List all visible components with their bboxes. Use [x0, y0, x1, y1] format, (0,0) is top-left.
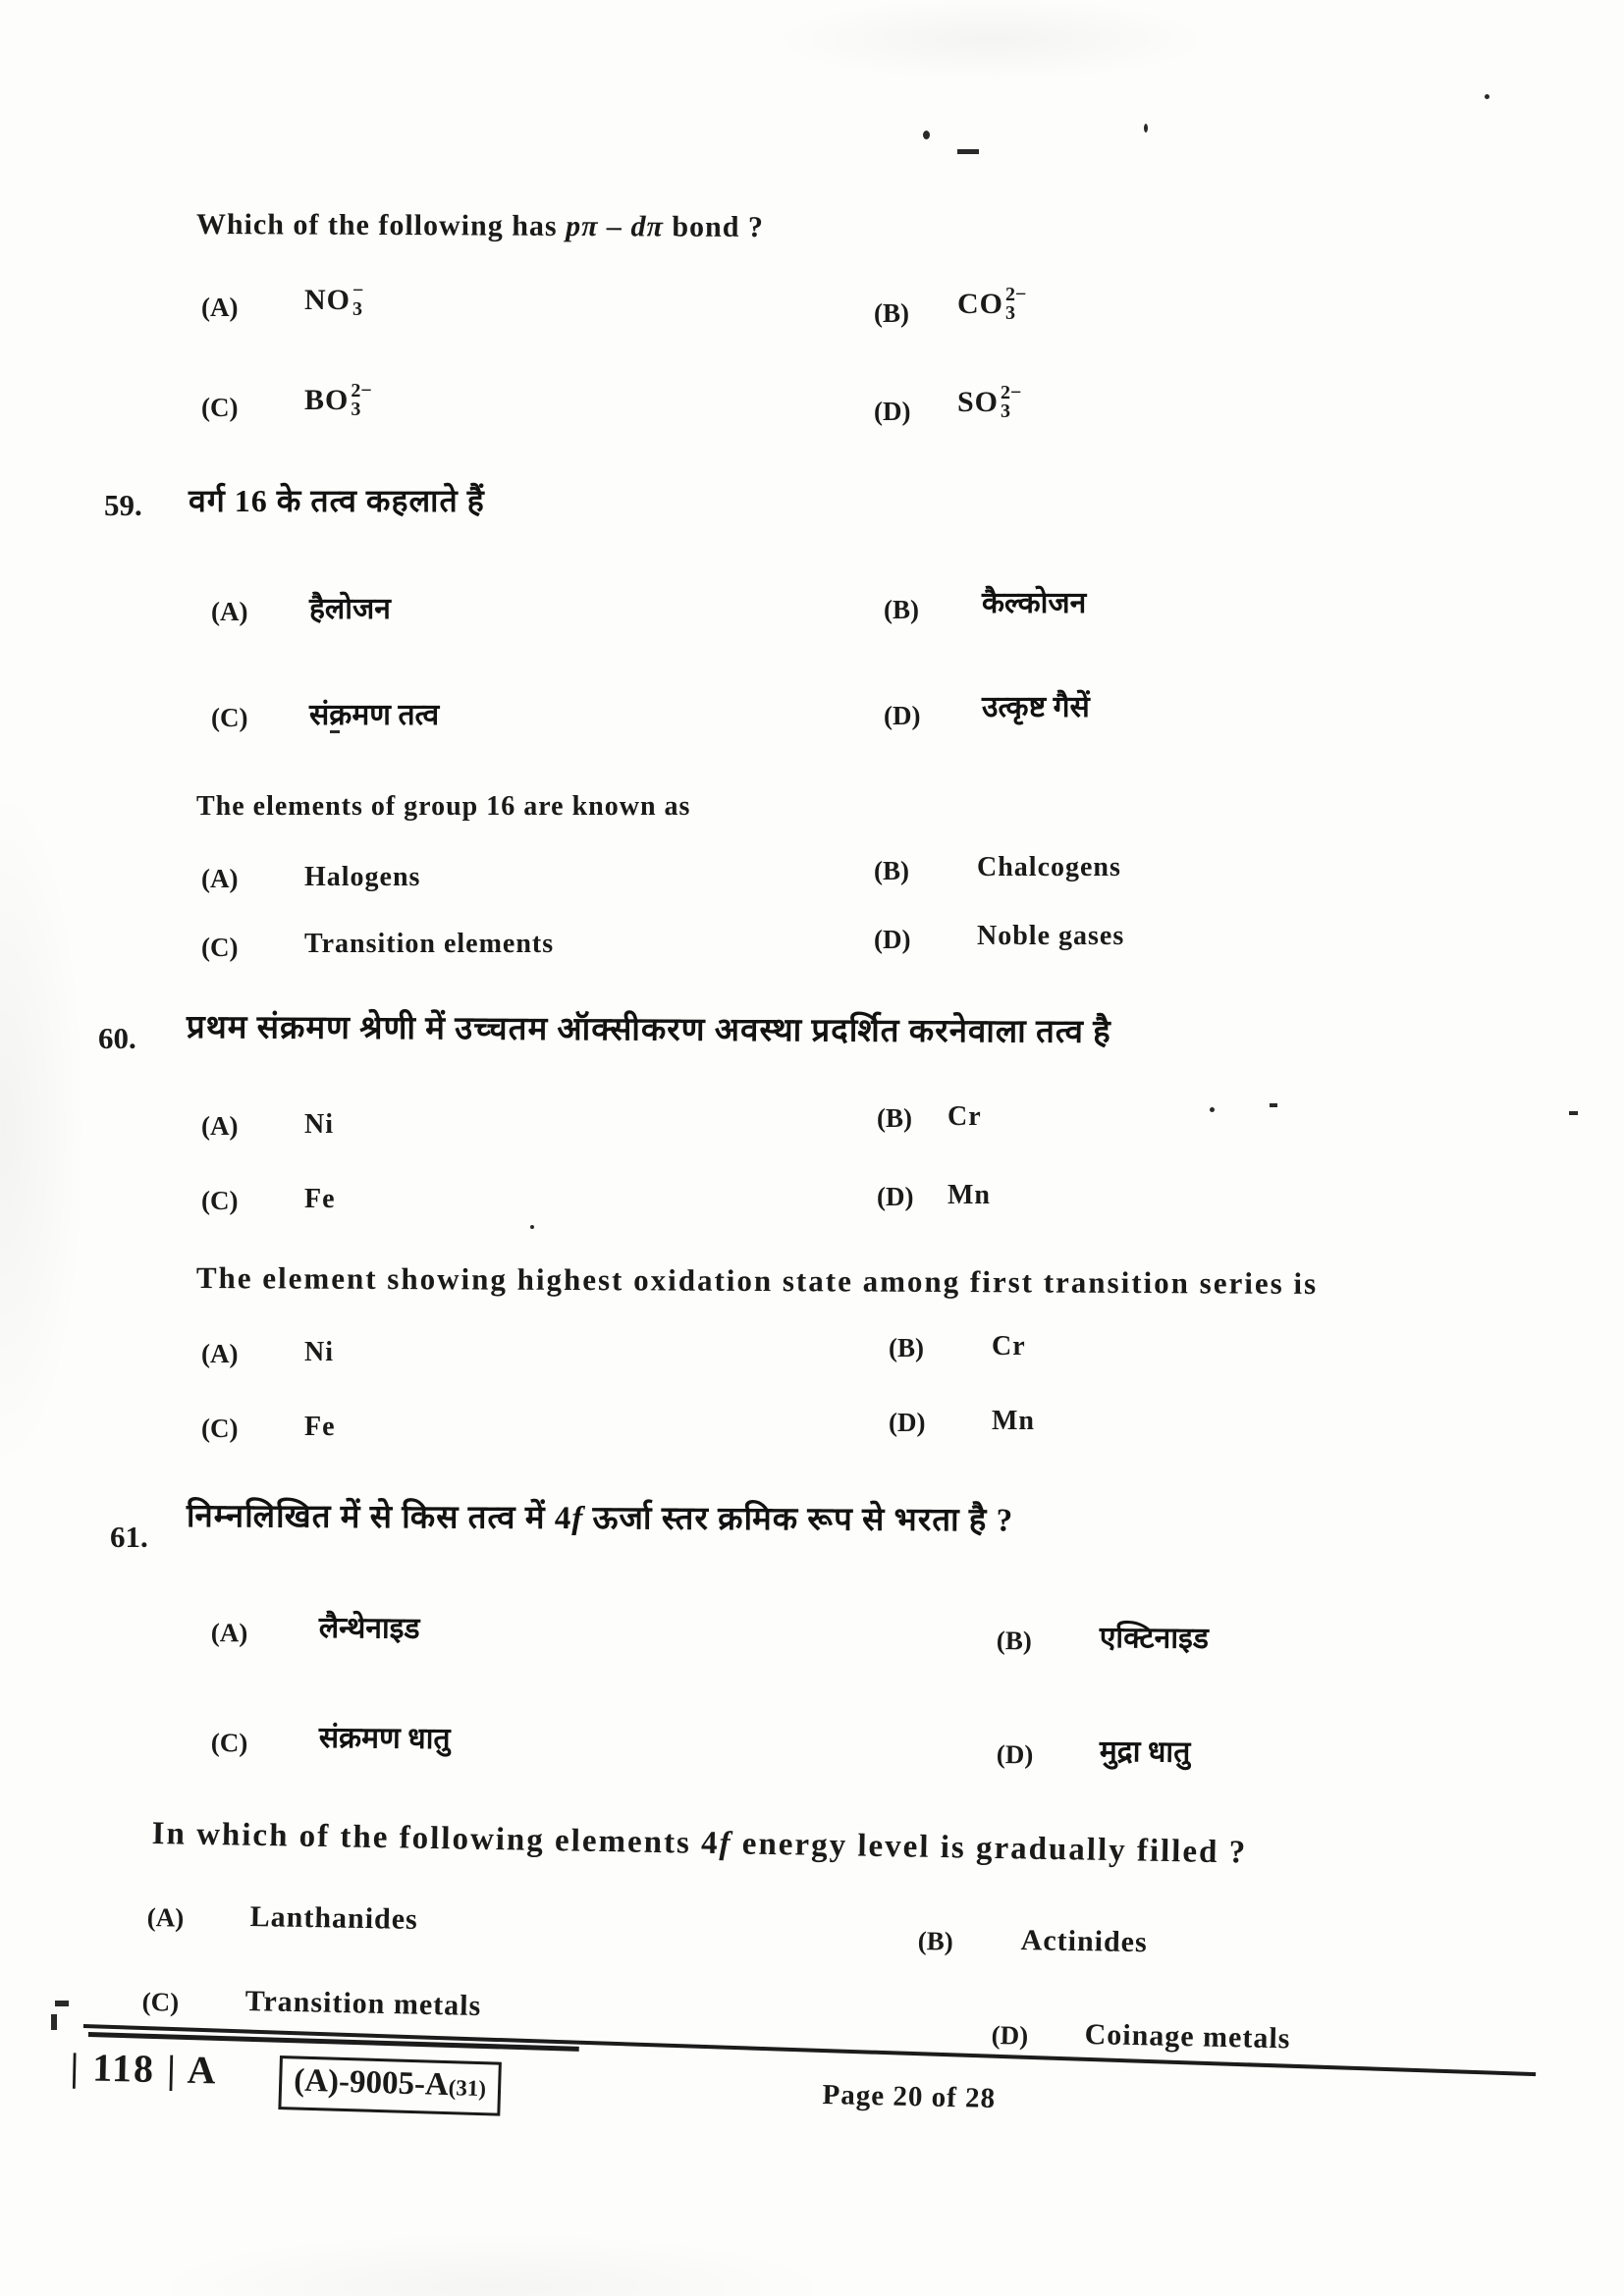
q58-option-d-formula	[957, 383, 1021, 421]
q60-option-d-hindi-label: (D)	[877, 1182, 914, 1211]
q61-number: 61.	[110, 1520, 148, 1554]
q60-option-a-hindi-label: (A)	[201, 1111, 239, 1141]
q60-option-c-english-text: Fe	[304, 1412, 336, 1442]
q61-option-d-hindi-label: (D)	[996, 1739, 1034, 1770]
q59-option-d-hindi-text: उत्कृष्ट गैसें	[982, 691, 1090, 723]
q61-question-english-prefix: In which of the following elements 4	[151, 1816, 720, 1862]
q60-option-c-hindi-text: Fe	[304, 1184, 336, 1214]
scan-speck	[923, 131, 930, 139]
q58-option-b-formula	[957, 285, 1026, 323]
q59-option-c-hindi-label: (C)	[211, 703, 248, 732]
q61-question-english	[151, 1816, 1247, 1871]
formula-base: NO	[304, 283, 351, 316]
q61-option-c-hindi-label: (C)	[210, 1728, 248, 1758]
q61-question-english-italic-f: f	[719, 1826, 732, 1862]
q59-question-hindi: वर्ग 16 के तत्व कहलाते हैं	[189, 483, 485, 518]
q58-question-suffix: bond ?	[672, 210, 765, 244]
q59-option-b-english-label: (B)	[874, 856, 909, 885]
q61-option-d-hindi-text: मुद्रा धातु	[1099, 1735, 1191, 1769]
q61-option-b-english-label: (B)	[917, 1926, 953, 1956]
q61-question-english-suffix: energy level is gradually filled ?	[731, 1826, 1248, 1871]
formula-subscript: 3	[352, 298, 362, 320]
q59-option-b-hindi-text: कैल्कोजन	[982, 587, 1087, 619]
q59-option-b-hindi-label: (B)	[884, 595, 919, 624]
formula-base: CO	[957, 287, 1003, 320]
scan-speck	[530, 1225, 534, 1229]
formula-superscript: −	[352, 280, 364, 301]
q60-option-a-english-label: (A)	[201, 1339, 239, 1368]
q59-option-d-english-label: (D)	[874, 925, 911, 954]
q61-option-a-hindi-label: (A)	[210, 1618, 248, 1648]
q61-option-a-english-label: (A)	[146, 1902, 185, 1933]
formula-superscript: 2−	[351, 380, 372, 401]
q60-option-c-english-label: (C)	[201, 1414, 239, 1443]
q58-option-a-label: (A)	[201, 293, 239, 322]
q60-option-d-english-label: (D)	[889, 1408, 926, 1437]
footer-paper-code-box	[278, 2056, 501, 2116]
formula-base: BO	[304, 383, 350, 416]
q60-option-b-hindi-label: (B)	[877, 1103, 912, 1133]
formula-base: SO	[957, 385, 1000, 418]
scan-mark	[55, 2001, 69, 2006]
q61-option-b-hindi-text: एक्टिनाइड	[1099, 1621, 1209, 1655]
footer-paper-code-small: (31)	[448, 2075, 487, 2102]
q61-question-hindi-italic-f: f	[571, 1501, 584, 1537]
q60-option-b-hindi-text: Cr	[947, 1101, 982, 1132]
scan-speck	[1485, 94, 1489, 99]
q59-option-b-english-text: Chalcogens	[977, 852, 1121, 882]
q60-option-b-english-label: (B)	[889, 1333, 924, 1362]
scan-speck	[1210, 1107, 1215, 1112]
q58-option-b-label: (B)	[874, 298, 909, 328]
footer-paper-code: (A)-9005-A	[293, 2062, 450, 2104]
footer-booklet-code: | 118 | A	[69, 2044, 219, 2093]
q59-question-english: The elements of group 16 are known as	[196, 791, 691, 822]
q58-question-formula: pπ – dπ	[566, 209, 664, 243]
q60-question-english: The element showing highest oxidation state among first transition series is	[195, 1260, 1319, 1301]
scan-mark	[1270, 1103, 1277, 1107]
scan-mark	[957, 149, 979, 154]
q58-question-prefix: Which of the following has	[195, 208, 558, 242]
q59-option-d-hindi-label: (D)	[884, 701, 921, 730]
q61-option-a-english-text: Lanthanides	[249, 1900, 419, 1936]
q61-option-c-english-text: Transition metals	[244, 1985, 482, 2023]
q59-option-c-english-label: (C)	[201, 933, 239, 962]
q59-option-a-hindi-label: (A)	[211, 597, 248, 626]
scan-mark	[1569, 1111, 1578, 1115]
formula-subscript: 3	[351, 399, 361, 420]
q61-option-c-hindi-text: संक्रमण धातु	[318, 1721, 451, 1756]
q61-option-a-hindi-text: लैन्थेनाइड	[318, 1611, 420, 1645]
q59-option-a-hindi-text: हैलोजन	[309, 593, 391, 625]
q60-number: 60.	[98, 1021, 136, 1055]
q60-option-a-english-text: Ni	[304, 1337, 334, 1367]
q59-option-a-english-text: Halogens	[304, 862, 421, 892]
q61-question-hindi	[187, 1492, 1014, 1540]
q59-option-a-english-label: (A)	[201, 864, 239, 893]
q61-option-b-hindi-label: (B)	[996, 1626, 1032, 1656]
q58-question-text	[196, 208, 764, 244]
q59-option-c-english-text: Transition elements	[304, 929, 555, 959]
q60-option-c-hindi-label: (C)	[201, 1186, 239, 1215]
scan-mark	[51, 2014, 57, 2030]
q61-option-b-english-text: Actinides	[1020, 1924, 1148, 1959]
q58-option-c-label: (C)	[201, 393, 239, 422]
formula-subscript: 3	[1005, 302, 1015, 324]
q60-option-b-english-text: Cr	[992, 1331, 1026, 1362]
q58-option-c-formula	[304, 381, 372, 419]
q60-option-d-english-text: Mn	[992, 1406, 1035, 1436]
q61-question-hindi-prefix: निम्नलिखित में से किस तत्व में 4	[186, 1498, 572, 1537]
q59-option-d-english-text: Noble gases	[977, 921, 1125, 951]
q61-question-hindi-suffix: ऊर्जा स्तर क्रमिक रूप से भरता है ?	[583, 1501, 1014, 1539]
q59-option-c-hindi-text: संक्रमण तत्व	[309, 699, 440, 731]
q59-number: 59.	[104, 488, 142, 522]
formula-superscript: 2−	[1001, 382, 1022, 403]
q58-option-a-formula	[304, 281, 363, 319]
formula-superscript: 2−	[1005, 284, 1027, 305]
q60-option-d-hindi-text: Mn	[947, 1180, 991, 1210]
q61-option-d-english-text: Coinage metals	[1084, 2018, 1291, 2056]
formula-subscript: 3	[1001, 400, 1011, 422]
q61-option-c-english-label: (C)	[141, 1987, 180, 2017]
scan-speck	[1144, 124, 1148, 133]
q58-option-d-label: (D)	[874, 397, 911, 426]
q61-option-d-english-label: (D)	[991, 2020, 1029, 2051]
q60-question-hindi: प्रथम संक्रमण श्रेणी में उच्चतम ऑक्सीकरण अवस्था प्रदर्शित करनेवाला तत्व है	[186, 1009, 1111, 1050]
footer-page-info: Page 20 of 28	[822, 2079, 997, 2114]
q60-option-a-hindi-text: Ni	[304, 1109, 334, 1140]
